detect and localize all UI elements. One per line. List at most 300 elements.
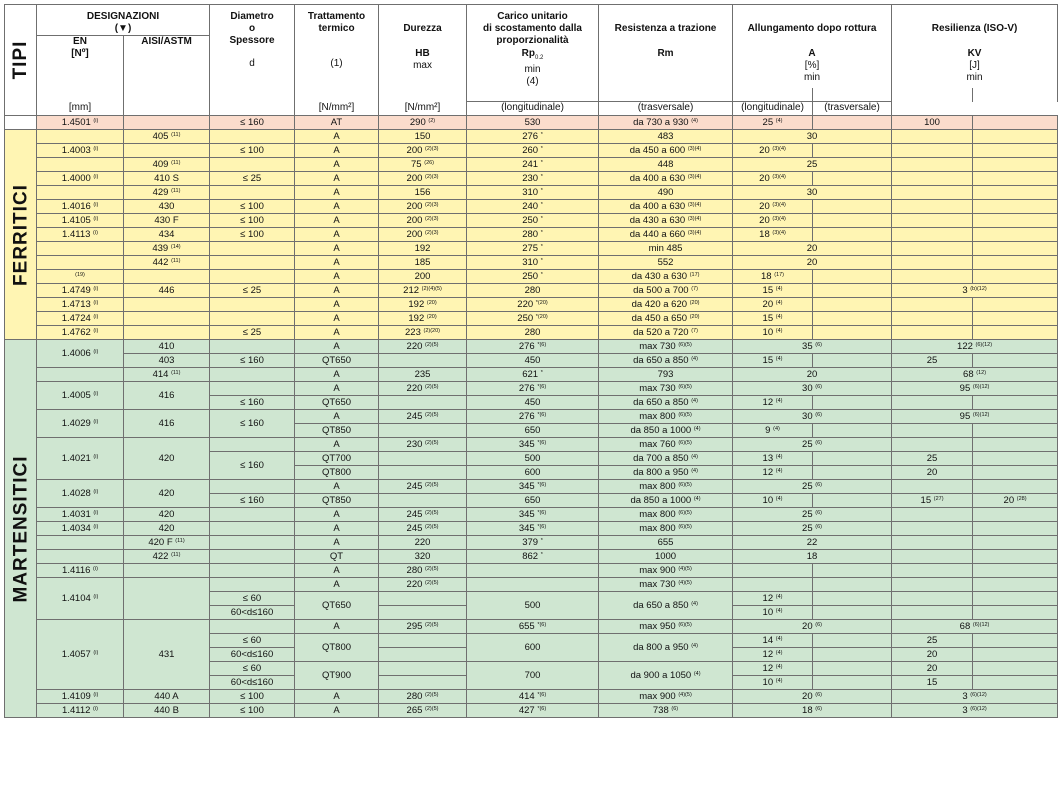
cell-diametro xyxy=(210,340,295,354)
cell-kv-long xyxy=(892,606,973,620)
cell-diametro xyxy=(210,242,295,256)
cell-kv-trasv xyxy=(973,592,1058,606)
cell-hb xyxy=(379,662,467,676)
cell-en: 1.4116 $^{(i)}$ xyxy=(37,564,124,578)
cell-hb: 212 $^{(2)(4)(5)}$ xyxy=(379,284,467,298)
cell-diametro: ≤ 100 xyxy=(210,200,295,214)
cell-rm: max 900 $^{(4)(5)}$ xyxy=(599,690,733,704)
cell-a-long: 15 $^{(4)}$ xyxy=(733,284,813,298)
cell-a-trasv xyxy=(813,270,892,284)
cell-kv-long xyxy=(892,144,973,158)
cell-hb: 220 $^{(2)(5)}$ xyxy=(379,340,467,354)
cell-kv-trasv xyxy=(973,172,1058,186)
cell-a: 20 xyxy=(733,242,892,256)
cell-diametro xyxy=(210,186,295,200)
cell-kv-long xyxy=(892,522,973,536)
cell-kv-trasv: 20 $^{(28)}$ xyxy=(973,494,1058,508)
cell-aisi: 416 xyxy=(124,410,210,438)
trattamento-note: (1) xyxy=(295,48,379,88)
cell-en: 1.4028 $^{(i)}$ xyxy=(37,480,124,508)
cell-trattamento: A xyxy=(295,340,379,354)
cell-a-long: 20 $^{(3)(4)}$ xyxy=(733,172,813,186)
cell-en: 1.4749 $^{(i)}$ xyxy=(37,284,124,298)
cell-a-trasv xyxy=(813,228,892,242)
table-row xyxy=(5,410,1058,424)
cell-kv-long xyxy=(892,564,973,578)
cell-diametro xyxy=(210,382,295,396)
cell-rm: 552 xyxy=(599,256,733,270)
cell-kv-long xyxy=(892,242,973,256)
cell-hb: 150 xyxy=(379,130,467,144)
cell-diametro: ≤ 100 xyxy=(210,704,295,718)
cell-en: 1.4105 $^{(i)}$ xyxy=(37,214,124,228)
cell-rm: da 430 a 630 $^{(17)}$ xyxy=(599,270,733,284)
table-row xyxy=(5,326,1058,340)
cell-a-trasv xyxy=(813,144,892,158)
cell-rm: 655 xyxy=(599,536,733,550)
cell-diametro xyxy=(210,158,295,172)
cell-trattamento: A xyxy=(295,158,379,172)
cell-rm: 1000 xyxy=(599,550,733,564)
cell-trattamento: A xyxy=(295,480,379,494)
cell-rp: 621 * xyxy=(467,368,599,382)
diametro-unit: [mm] xyxy=(37,102,124,116)
cell-kv-trasv xyxy=(973,270,1058,284)
cell-aisi: 409 $^{(11)}$ xyxy=(124,158,210,172)
cell-a: 25 $^{(6)}$ xyxy=(733,508,892,522)
cell-trattamento: A xyxy=(295,130,379,144)
cell-a-trasv xyxy=(813,648,892,662)
cell-trattamento: A xyxy=(295,256,379,270)
cell-aisi xyxy=(124,564,210,578)
cell-trattamento: A xyxy=(295,368,379,382)
kv-symbol: KV [J] min xyxy=(892,48,1058,88)
table-row xyxy=(5,354,1058,368)
cell-hb xyxy=(379,634,467,648)
cell-rp: 240 * xyxy=(467,200,599,214)
cell-trattamento: A xyxy=(295,298,379,312)
cell-kv-trasv xyxy=(973,158,1058,172)
cell-diametro xyxy=(210,256,295,270)
cell-aisi: 440 B xyxy=(124,704,210,718)
cell-rm: da 700 a 850 $^{(4)}$ xyxy=(599,452,733,466)
header-row-units xyxy=(5,102,1058,116)
cell-rp: 310 * xyxy=(467,256,599,270)
cell-rm: da 800 a 950 $^{(4)}$ xyxy=(599,466,733,480)
cell-kv-trasv xyxy=(973,466,1058,480)
cell-kv-long xyxy=(892,214,973,228)
cell-trattamento: A xyxy=(295,144,379,158)
cell-rm: da 500 a 700 $^{(7)}$ xyxy=(599,284,733,298)
cell-kv-long: 20 xyxy=(892,662,973,676)
cell-rm: max 800 $^{(6)(5)}$ xyxy=(599,522,733,536)
cell-hb: 245 $^{(2)(5)}$ xyxy=(379,410,467,424)
cell-diametro: ≤ 25 xyxy=(210,326,295,340)
table-row xyxy=(5,298,1058,312)
table-row xyxy=(5,172,1058,186)
cell-rp: 427 $^{*(6)}$ xyxy=(467,704,599,718)
cell-trattamento: QT900 xyxy=(295,662,379,690)
cell-rm: da 420 a 620 $^{(20)}$ xyxy=(599,298,733,312)
cell-a-trasv xyxy=(813,312,892,326)
cell-en: 1.4031 $^{(i)}$ xyxy=(37,508,124,522)
designazioni-header: DESIGNAZIONI (▼) xyxy=(37,5,210,36)
cell-rp: 276 $^{*(6)}$ xyxy=(467,382,599,396)
cell-a-long: 14 $^{(4)}$ xyxy=(733,634,813,648)
cell-diametro: ≤ 25 xyxy=(210,284,295,298)
cell-kv-trasv xyxy=(973,396,1058,410)
cell-diametro: 60<d≤160 xyxy=(210,676,295,690)
cell-kv-long: 15 $^{(27)}$ xyxy=(892,494,973,508)
group-label-ferritici: FERRITICI xyxy=(5,130,37,340)
cell-a-long: 12 $^{(4)}$ xyxy=(733,396,813,410)
cell-a-long: 20 $^{(3)(4)}$ xyxy=(733,144,813,158)
cell-rp: 280 * xyxy=(467,228,599,242)
cell-en: 1.4713 $^{(i)}$ xyxy=(37,298,124,312)
cell-rm: max 800 $^{(6)(5)}$ xyxy=(599,508,733,522)
cell-hb xyxy=(379,354,467,368)
cell-hb: 220 xyxy=(379,536,467,550)
cell-kv-trasv xyxy=(973,144,1058,158)
cell-hb xyxy=(379,606,467,620)
cell-trattamento: A xyxy=(295,214,379,228)
cell-rm: max 730 $^{(4)(5)}$ xyxy=(599,578,733,592)
cell-rm: max 800 $^{(6)(5)}$ xyxy=(599,480,733,494)
table-row xyxy=(5,522,1058,536)
cell-rp: 345 $^{*(6)}$ xyxy=(467,438,599,452)
cell-rm: 448 xyxy=(599,158,733,172)
cell-a-long xyxy=(733,564,813,578)
cell-a-long: 10 $^{(4)}$ xyxy=(733,676,813,690)
cell-aisi xyxy=(124,578,210,620)
cell-a: 22 xyxy=(733,536,892,550)
cell-rm: 738 $^{(6)}$ xyxy=(599,704,733,718)
cell-trattamento: A xyxy=(295,270,379,284)
cell-kv-trasv xyxy=(973,536,1058,550)
cell-en: 1.4003 $^{(i)}$ xyxy=(37,144,124,158)
cell-a-long: 20 $^{(4)}$ xyxy=(733,298,813,312)
rm-unit: [N/mm²] xyxy=(379,102,467,116)
cell-diametro xyxy=(210,270,295,284)
cell-hb: 265 $^{(2)(5)}$ xyxy=(379,704,467,718)
cell-aisi: 410 S xyxy=(124,172,210,186)
cell-aisi: 403 xyxy=(124,354,210,368)
cell-rp: 250 * xyxy=(467,270,599,284)
cell-trattamento: A xyxy=(295,438,379,452)
carico-header: Carico unitario di scostamento dalla proporzionalità xyxy=(467,5,599,48)
table-row xyxy=(5,200,1058,214)
cell-kv-long: 20 xyxy=(892,466,973,480)
cell-trattamento: A xyxy=(295,200,379,214)
cell-rp: 220 $^{*(20)}$ xyxy=(467,298,599,312)
cell-diametro: ≤ 100 xyxy=(210,228,295,242)
cell-trattamento: A xyxy=(295,564,379,578)
cell-a-trasv xyxy=(813,676,892,690)
cell-en: 1.4113 $^{(i)}$ xyxy=(37,228,124,242)
table-row xyxy=(5,130,1058,144)
cell-kv-long xyxy=(892,256,973,270)
cell-rp: 280 xyxy=(467,284,599,298)
cell-kv-long xyxy=(892,592,973,606)
group-label-martensitici: MARTENSITICI xyxy=(5,340,37,718)
cell-diametro: ≤ 100 xyxy=(210,214,295,228)
cell-rp: 345 $^{*(6)}$ xyxy=(467,508,599,522)
cell-diametro xyxy=(210,438,295,452)
cell-hb: 223 $^{(2)(20)}$ xyxy=(379,326,467,340)
cell-a: 25 $^{(6)}$ xyxy=(733,438,892,452)
cell-kv-long xyxy=(892,536,973,550)
cell-en xyxy=(37,158,124,172)
cell-kv: 68 $^{(6)(12)}$ xyxy=(892,620,1058,634)
table-row xyxy=(5,144,1058,158)
rp-unit: [N/mm²] xyxy=(295,102,379,116)
cell-kv-long xyxy=(892,508,973,522)
cell-diametro xyxy=(210,536,295,550)
cell-hb: 280 $^{(2)(5)}$ xyxy=(379,690,467,704)
cell-rp: 600 xyxy=(467,466,599,480)
cell-rp: 379 * xyxy=(467,536,599,550)
cell-a: 30 $^{(6)}$ xyxy=(733,410,892,424)
cell-kv-trasv xyxy=(973,480,1058,494)
cell-trattamento: A xyxy=(295,578,379,592)
cell-kv-trasv xyxy=(973,634,1058,648)
table-row xyxy=(5,116,1058,130)
durezza-header: Durezza xyxy=(379,5,467,48)
cell-kv-long xyxy=(892,480,973,494)
cell-kv-trasv xyxy=(973,116,1058,130)
cell-a-long xyxy=(733,578,813,592)
cell-hb: 295 $^{(2)(5)}$ xyxy=(379,620,467,634)
cell-rm: da 800 a 950 $^{(4)}$ xyxy=(599,634,733,662)
cell-trattamento: AT xyxy=(295,116,379,130)
cell-trattamento: QT800 xyxy=(295,466,379,480)
cell-en: 1.4057 $^{(i)}$ xyxy=(37,620,124,690)
cell-diametro xyxy=(210,620,295,634)
cell-diametro: ≤ 60 xyxy=(210,662,295,676)
resilienza-header: Resilienza (ISO-V) xyxy=(892,5,1058,48)
cell-rp: 345 $^{*(6)}$ xyxy=(467,480,599,494)
cell-diametro: ≤ 60 xyxy=(210,634,295,648)
cell-en xyxy=(37,130,124,144)
cell-kv: 3 $^{(b)(12)}$ xyxy=(892,284,1058,298)
cell-a-long: 20 $^{(3)(4)}$ xyxy=(733,214,813,228)
cell-diametro: ≤ 160 xyxy=(210,410,295,438)
cell-aisi xyxy=(124,326,210,340)
cell-aisi: 439 $^{(14)}$ xyxy=(124,242,210,256)
cell-aisi: 414 $^{(11)}$ xyxy=(124,368,210,382)
cell-hb xyxy=(379,648,467,662)
cell-kv-trasv xyxy=(973,424,1058,438)
cell-rp: 500 xyxy=(467,592,599,620)
cell-hb xyxy=(379,494,467,508)
cell-rp: 280 xyxy=(467,326,599,340)
cell-a-long: 10 $^{(4)}$ xyxy=(733,326,813,340)
table-row xyxy=(5,480,1058,494)
cell-hb: 230 $^{(2)(5)}$ xyxy=(379,438,467,452)
cell-trattamento: A xyxy=(295,242,379,256)
cell-rm: da 400 a 630 $^{(3)(4)}$ xyxy=(599,200,733,214)
cell-rm: da 650 a 850 $^{(4)}$ xyxy=(599,592,733,620)
cell-rm: max 900 $^{(4)(5)}$ xyxy=(599,564,733,578)
cell-a: 25 xyxy=(733,158,892,172)
cell-a: 18 xyxy=(733,550,892,564)
cell-diametro xyxy=(210,368,295,382)
cell-en: 1.4724 $^{(i)}$ xyxy=(37,312,124,326)
cell-en xyxy=(37,550,124,564)
cell-diametro xyxy=(210,312,295,326)
table-row xyxy=(5,368,1058,382)
cell-kv: 3 $^{(6)(12)}$ xyxy=(892,690,1058,704)
cell-rm: da 850 a 1000 $^{(4)}$ xyxy=(599,424,733,438)
table-row xyxy=(5,270,1058,284)
table-row xyxy=(5,382,1058,396)
cell-trattamento: A xyxy=(295,284,379,298)
cell-rp: 345 $^{*(6)}$ xyxy=(467,522,599,536)
aisi-header: AISI/ASTM xyxy=(124,36,210,102)
cell-rm: da 400 a 630 $^{(3)(4)}$ xyxy=(599,172,733,186)
cell-rp xyxy=(467,578,599,592)
cell-a-trasv xyxy=(813,578,892,592)
cell-kv-trasv xyxy=(973,242,1058,256)
cell-a-long: 12 $^{(4)}$ xyxy=(733,466,813,480)
a-long-label: (longitudinale) xyxy=(467,102,599,116)
cell-kv-long xyxy=(892,326,973,340)
cell-hb: 192 $^{(20)}$ xyxy=(379,298,467,312)
cell-rp: 275 * xyxy=(467,242,599,256)
cell-a: 20 $^{(6)}$ xyxy=(733,620,892,634)
cell-a: 20 $^{(6)}$ xyxy=(733,690,892,704)
cell-aisi: 429 $^{(11)}$ xyxy=(124,186,210,200)
cell-kv: 122 $^{(6)(12)}$ xyxy=(892,340,1058,354)
cell-a-trasv xyxy=(813,466,892,480)
cell-rm: max 730 $^{(6)(5)}$ xyxy=(599,340,733,354)
cell-a-long: 18 $^{(17)}$ xyxy=(733,270,813,284)
cell-diametro: ≤ 100 xyxy=(210,144,295,158)
cell-kv-long xyxy=(892,172,973,186)
cell-aisi: 416 xyxy=(124,382,210,410)
cell-aisi xyxy=(124,298,210,312)
cell-rm: 483 xyxy=(599,130,733,144)
cell-diametro: ≤ 25 xyxy=(210,172,295,186)
cell-diametro: ≤ 100 xyxy=(210,690,295,704)
table-row xyxy=(5,312,1058,326)
cell-rm: da 520 a 720 $^{(7)}$ xyxy=(599,326,733,340)
cell-en xyxy=(37,186,124,200)
cell-kv-long: 20 xyxy=(892,648,973,662)
cell-trattamento: QT xyxy=(295,550,379,564)
cell-en: 1.4762 $^{(i)}$ xyxy=(37,326,124,340)
cell-en xyxy=(37,368,124,382)
cell-rp xyxy=(467,564,599,578)
cell-a-long: 12 $^{(4)}$ xyxy=(733,592,813,606)
cell-aisi: 420 xyxy=(124,522,210,536)
cell-rp: 530 xyxy=(467,116,599,130)
cell-kv-trasv xyxy=(973,256,1058,270)
table-row xyxy=(5,228,1058,242)
cell-rp: 260 * xyxy=(467,144,599,158)
cell-a: 20 xyxy=(733,368,892,382)
tipi-header: TIPI xyxy=(5,5,37,116)
cell-a-long: 25 $^{(4)}$ xyxy=(733,116,813,130)
cell-hb xyxy=(379,396,467,410)
cell-rp: 276 $^{*(6)}$ xyxy=(467,340,599,354)
cell-a-trasv xyxy=(813,214,892,228)
cell-a: 30 xyxy=(733,186,892,200)
table-row xyxy=(5,438,1058,452)
cell-kv-trasv xyxy=(973,606,1058,620)
cell-a: 25 $^{(6)}$ xyxy=(733,480,892,494)
cell-trattamento: QT650 xyxy=(295,592,379,620)
cell-trattamento: A xyxy=(295,536,379,550)
cell-kv-long xyxy=(892,270,973,284)
cell-aisi: 420 xyxy=(124,508,210,522)
cell-hb: 200 $^{(2)(3)}$ xyxy=(379,214,467,228)
cell-rp: 276 * xyxy=(467,130,599,144)
cell-rp: 310 * xyxy=(467,186,599,200)
cell-diametro: 60<d≤160 xyxy=(210,648,295,662)
cell-hb: 245 $^{(2)(5)}$ xyxy=(379,522,467,536)
cell-hb xyxy=(379,676,467,690)
cell-rm: min 485 xyxy=(599,242,733,256)
rm-symbol: Rm xyxy=(599,48,733,88)
resistenza-header: Resistenza a trazione xyxy=(599,5,733,48)
cell-diametro xyxy=(210,130,295,144)
cell-kv-trasv xyxy=(973,648,1058,662)
cell-a-trasv xyxy=(813,284,892,298)
cell-en: 1.4501 $^{(i)}$ xyxy=(37,116,124,130)
cell-kv-long xyxy=(892,200,973,214)
table-row xyxy=(5,578,1058,592)
a-trasv-label: (trasversale) xyxy=(599,102,733,116)
cell-a-trasv xyxy=(813,298,892,312)
cell-rm: max 950 $^{(6)(5)}$ xyxy=(599,620,733,634)
cell-en: 1.4034 $^{(i)}$ xyxy=(37,522,124,536)
cell-kv-long: 15 xyxy=(892,676,973,690)
cell-diametro: 60<d≤160 xyxy=(210,606,295,620)
cell-en: 1.4016 $^{(i)}$ xyxy=(37,200,124,214)
cell-kv-long: 25 xyxy=(892,634,973,648)
cell-hb: 200 xyxy=(379,270,467,284)
cell-diametro xyxy=(210,508,295,522)
cell-trattamento: A xyxy=(295,382,379,396)
cell-kv-trasv xyxy=(973,186,1058,200)
cell-en: (19) xyxy=(37,270,124,284)
cell-rm: da 900 a 1050 $^{(4)}$ xyxy=(599,662,733,690)
cell-diametro xyxy=(210,564,295,578)
cell-hb: 192 $^{(20)}$ xyxy=(379,312,467,326)
cell-a-long: 13 $^{(4)}$ xyxy=(733,452,813,466)
cell-a-trasv xyxy=(813,606,892,620)
cell-rm: max 760 $^{(6)(5)}$ xyxy=(599,438,733,452)
cell-hb: 245 $^{(2)(5)}$ xyxy=(379,508,467,522)
table-row xyxy=(5,256,1058,270)
table-row xyxy=(5,340,1058,354)
steel-properties-table xyxy=(4,4,1057,718)
kv-long-label: (longitudinale) xyxy=(733,102,813,116)
cell-kv-long: 25 xyxy=(892,354,973,368)
cell-aisi xyxy=(124,270,210,284)
cell-hb: 235 xyxy=(379,368,467,382)
group-label-empty xyxy=(5,116,37,130)
cell-a-trasv xyxy=(813,396,892,410)
cell-diametro: ≤ 160 xyxy=(210,354,295,368)
cell-kv: 68 $^{(12)}$ xyxy=(892,368,1058,382)
cell-kv-trasv xyxy=(973,228,1058,242)
cell-kv-trasv xyxy=(973,200,1058,214)
trattamento-header: Trattamento termico xyxy=(295,5,379,48)
cell-kv-trasv xyxy=(973,578,1058,592)
cell-a-long: 9 $^{(4)}$ xyxy=(733,424,813,438)
